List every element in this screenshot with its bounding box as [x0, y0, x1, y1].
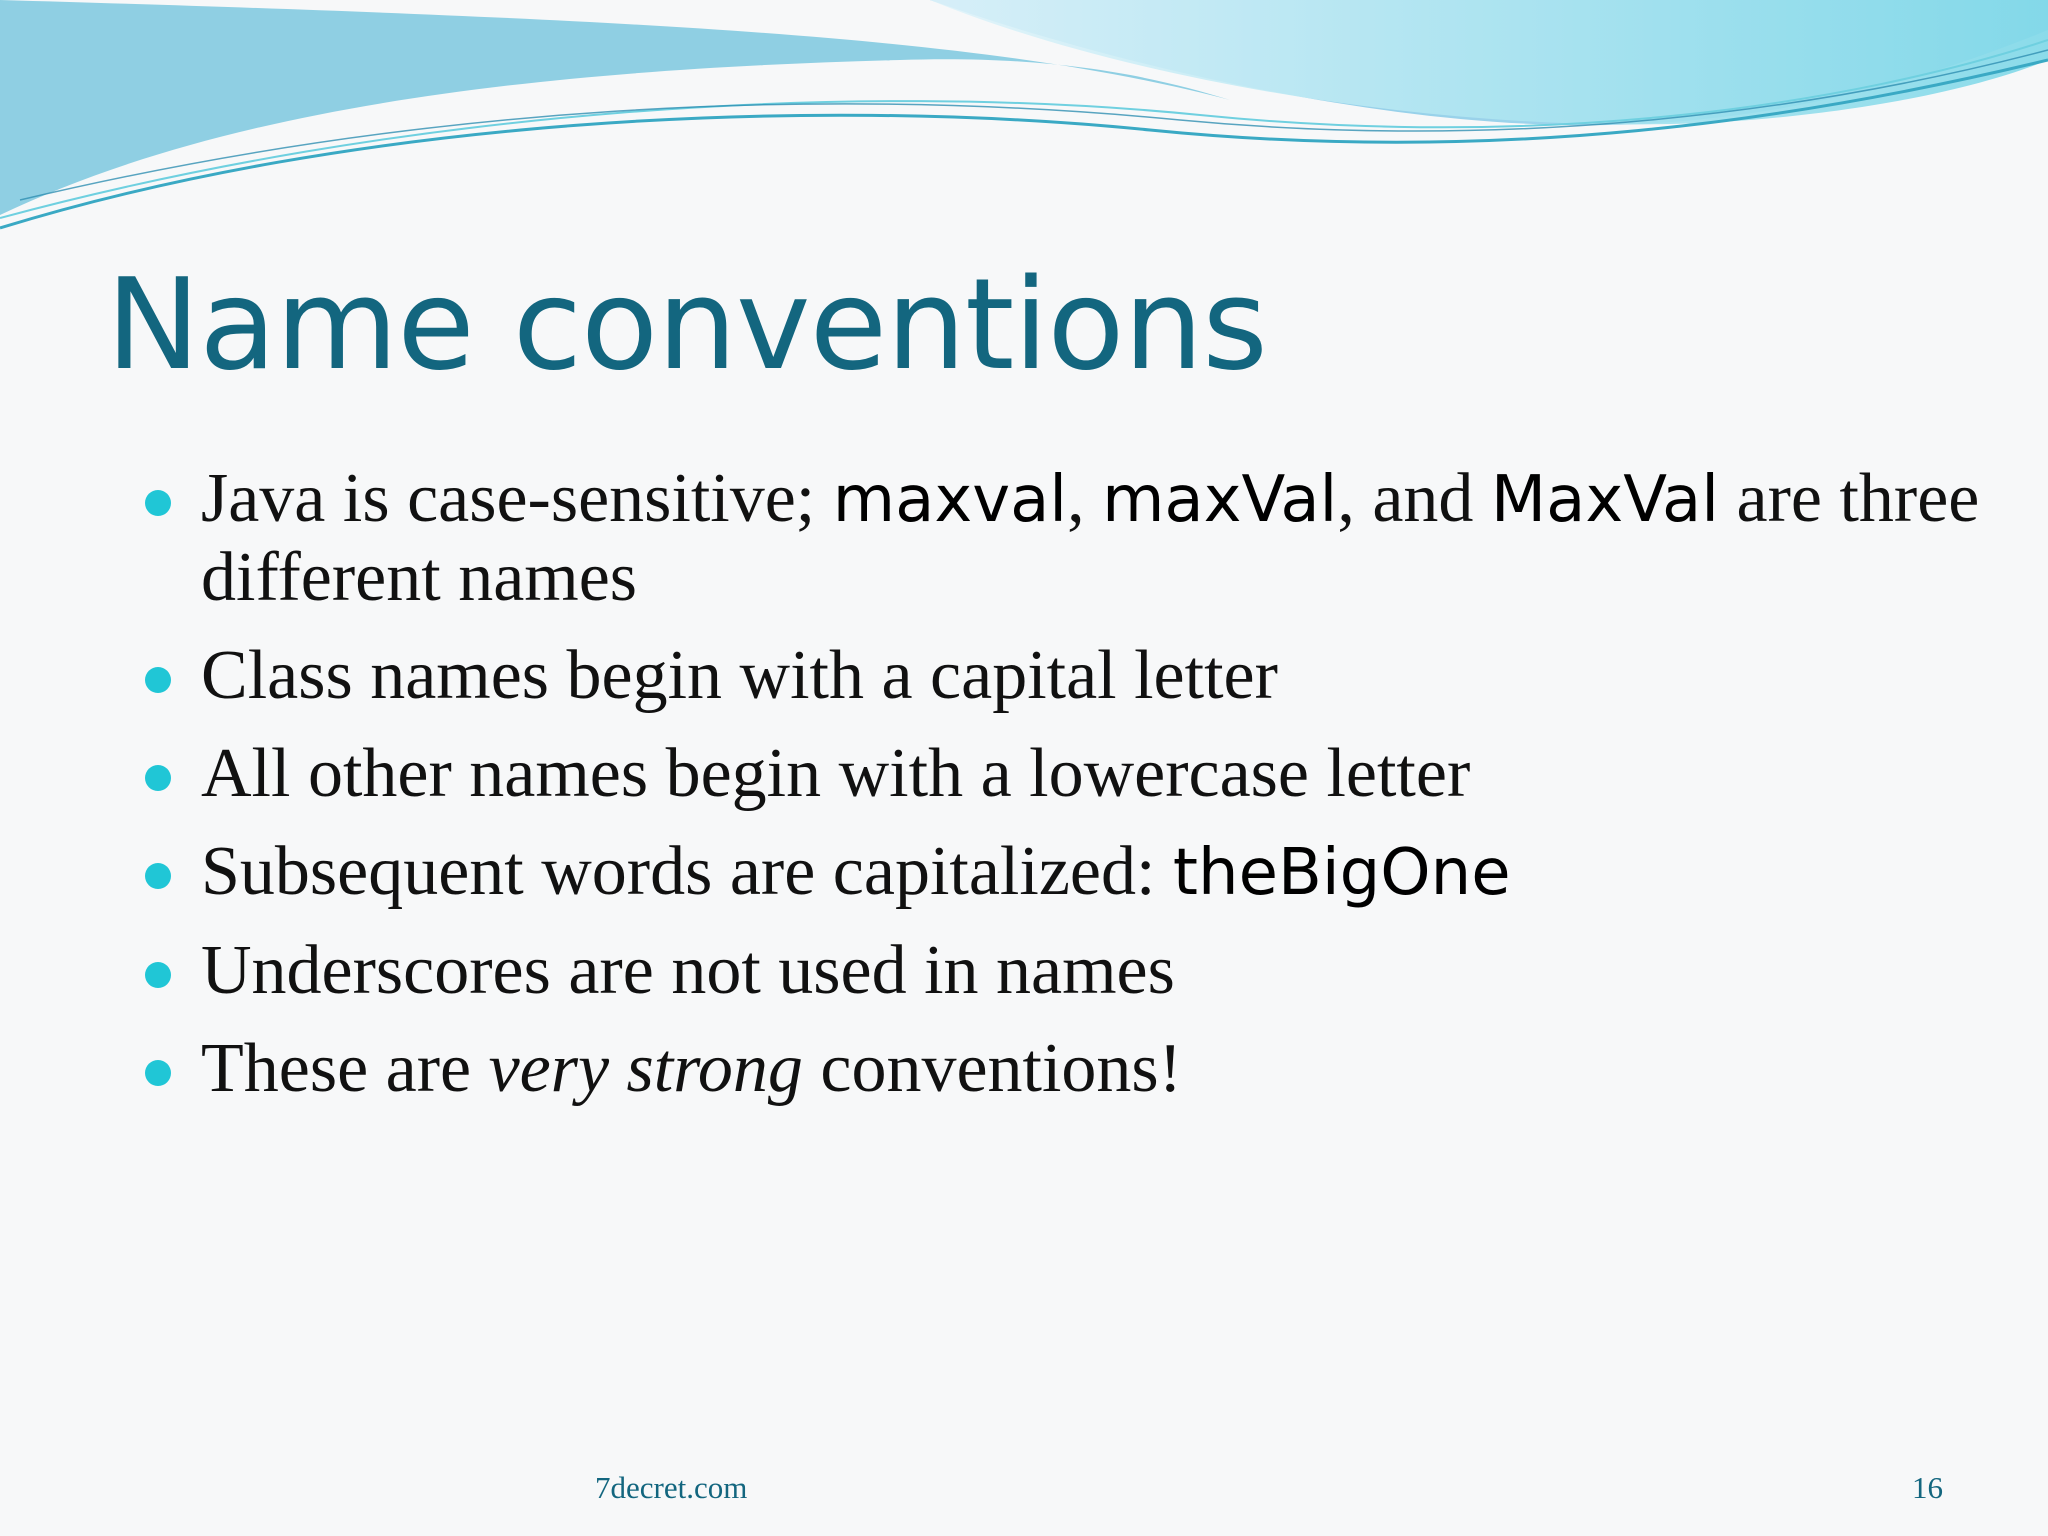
bullet-item — [145, 833, 1985, 912]
header-wave-decoration — [0, 0, 2048, 240]
bullet-text: These are — [201, 1030, 489, 1107]
slide-title: Name conventions — [106, 251, 1267, 398]
bullet-text: conventions! — [802, 1030, 1182, 1107]
bullet-item — [145, 735, 1985, 813]
bullet-text: Underscores are not used in names — [201, 932, 1175, 1009]
bullet-text: Subsequent words are capitalized: — [201, 833, 1173, 910]
footer-site: 7decret.com — [595, 1470, 748, 1505]
bullet-text: Class names begin with a capital letter — [201, 637, 1278, 714]
bullet-item — [145, 932, 1985, 1010]
bullet-text: , and — [1337, 460, 1491, 537]
bullet-text: Java is case-sensitive; — [201, 460, 833, 537]
bullet-text: are three different names — [201, 460, 1980, 616]
bullet-list — [145, 460, 1985, 1128]
bullet-text: All other names begin with a lowercase letter — [201, 735, 1471, 812]
emphasis-text: very strong — [488, 1030, 803, 1107]
bullet-item — [145, 1030, 1985, 1108]
page-number: 16 — [1912, 1470, 1943, 1505]
bullet-item — [145, 460, 1985, 617]
code-term: theBigOne — [1172, 836, 1511, 910]
code-term: maxval — [832, 463, 1068, 537]
code-term: MaxVal — [1490, 463, 1720, 537]
code-term: maxVal — [1102, 463, 1338, 537]
bullet-item — [145, 637, 1985, 715]
bullet-text: , — [1067, 460, 1103, 537]
